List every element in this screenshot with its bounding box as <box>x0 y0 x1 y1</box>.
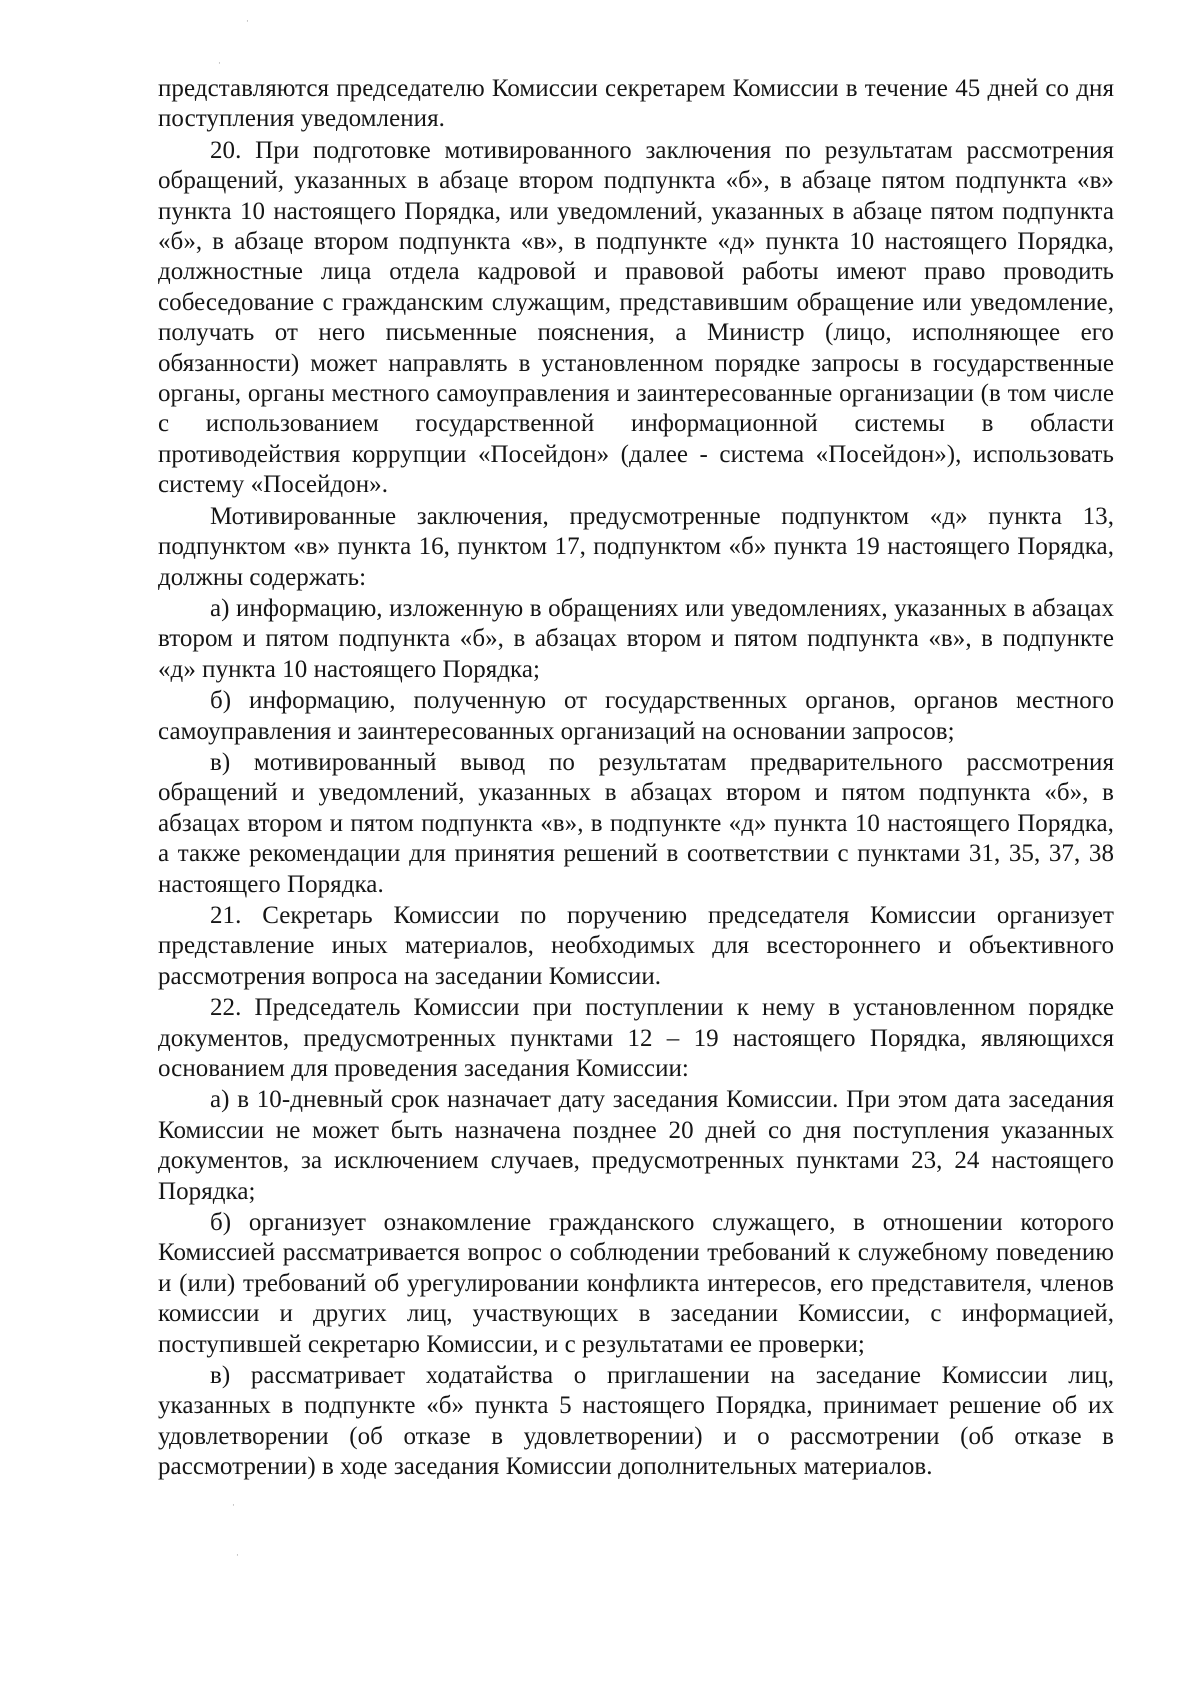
paragraph-item-22-b: б) организует ознакомление гражданского служащего, в отношении которого Комиссией рассматривается вопрос о соблюдении требований к служебному поведению и (или) требований об урегулировании конфликта интересов, его представителя, членов комиссии и других лиц, участвующих в заседании Комиссии, с информацией, поступившей секретарю Комиссии, и с результатами ее проверки; <box>158 1209 1114 1358</box>
paragraph-continuation: представляются председателю Комиссии секретарем Комиссии в течение 45 дней со дня поступления уведомления. <box>158 75 1114 133</box>
paragraph-item-20: 20. При подготовке мотивированного заключения по результатам рассмотрения обращений, указанных в абзаце втором подпункта «б», в абзаце пятом подпункта «в» пункта 10 настоящего Порядка, или уведомлений, указанных в абзаце пятом подпункта «б», в абзаце втором подпункта «в», в подпункте «д» пункта 10 настоящего Порядка, должностные лица отдела кадровой и правовой работы имеют право проводить собеседование с гражданским служащим, представившим обращение или уведомление, получать от него письменные пояснения, а Министр (лицо, исполняющее его обязанности) может направлять в установленном порядке запросы в государственные органы, органы местного самоуправления и заинтересованные организации (в том числе с использованием государственной информационной системы в области противодействия коррупции «Посейдон» (далее - система «Посейдон»), использовать систему «Посейдон». <box>158 136 1114 499</box>
scan-artifact: · <box>236 1551 239 1561</box>
scan-artifact: · <box>232 1501 235 1511</box>
paragraph-subitem-v: в) мотивированный вывод по результатам предварительного рассмотрения обращений и уведомлений, указанных в абзацах втором и пятом подпункта «б», в абзацах втором и пятом подпункта «в», в подпункте «д» пункта 10 настоящего Порядка, а также рекомендации для принятия решений в соответствии с пунктами 31, 35, 37, 38 настоящего Порядка. <box>158 748 1114 898</box>
scan-artifact: · <box>218 59 221 69</box>
paragraph-item-22-v: в) рассматривает ходатайства о приглашении на заседание Комиссии лиц, указанных в подпункте «б» пункта 5 настоящего Порядка, принимает решение об их удовлетворении (об отказе в удовлетворении) и о рассмотрении (об отказе в рассмотрении) в ходе заседания Комиссии дополнительных материалов. <box>158 1362 1114 1481</box>
paragraph-conclusions-content: Мотивированные заключения, предусмотренные подпунктом «д» пункта 13, подпунктом «в» пункта 16, пунктом 17, подпунктом «б» пункта 19 настоящего Порядка, должны содержать: <box>158 502 1114 591</box>
paragraph-subitem-b: б) информацию, полученную от государственных органов, органов местного самоуправления и заинтересованных организаций на основании запросов; <box>158 687 1114 745</box>
document-body <box>158 74 1114 1483</box>
scan-artifact: · <box>246 17 249 27</box>
paragraph-item-22: 22. Председатель Комиссии при поступлении к нему в установленном порядке документов, предусмотренных пунктами 12 – 19 настоящего Порядка, являющихся основанием для проведения заседания Комиссии: <box>158 994 1114 1082</box>
paragraph-subitem-a: а) информацию, изложенную в обращениях или уведомлениях, указанных в абзацах втором и пятом подпункта «б», в абзацах втором и пятом подпункта «в», в подпункте «д» пункта 10 настоящего Порядка; <box>158 594 1114 683</box>
paragraph-item-21: 21. Секретарь Комиссии по поручению председателя Комиссии организует представление иных материалов, необходимых для всестороннего и объективного рассмотрения вопроса на заседании Комиссии. <box>158 901 1114 990</box>
paragraph-item-22-a: а) в 10-дневный срок назначает дату заседания Комиссии. При этом дата заседания Комиссии не может быть назначена позднее 20 дней со дня поступления указанных документов, за исключением случаев, предусмотренных пунктами 23, 24 настоящего Порядка; <box>158 1086 1114 1205</box>
